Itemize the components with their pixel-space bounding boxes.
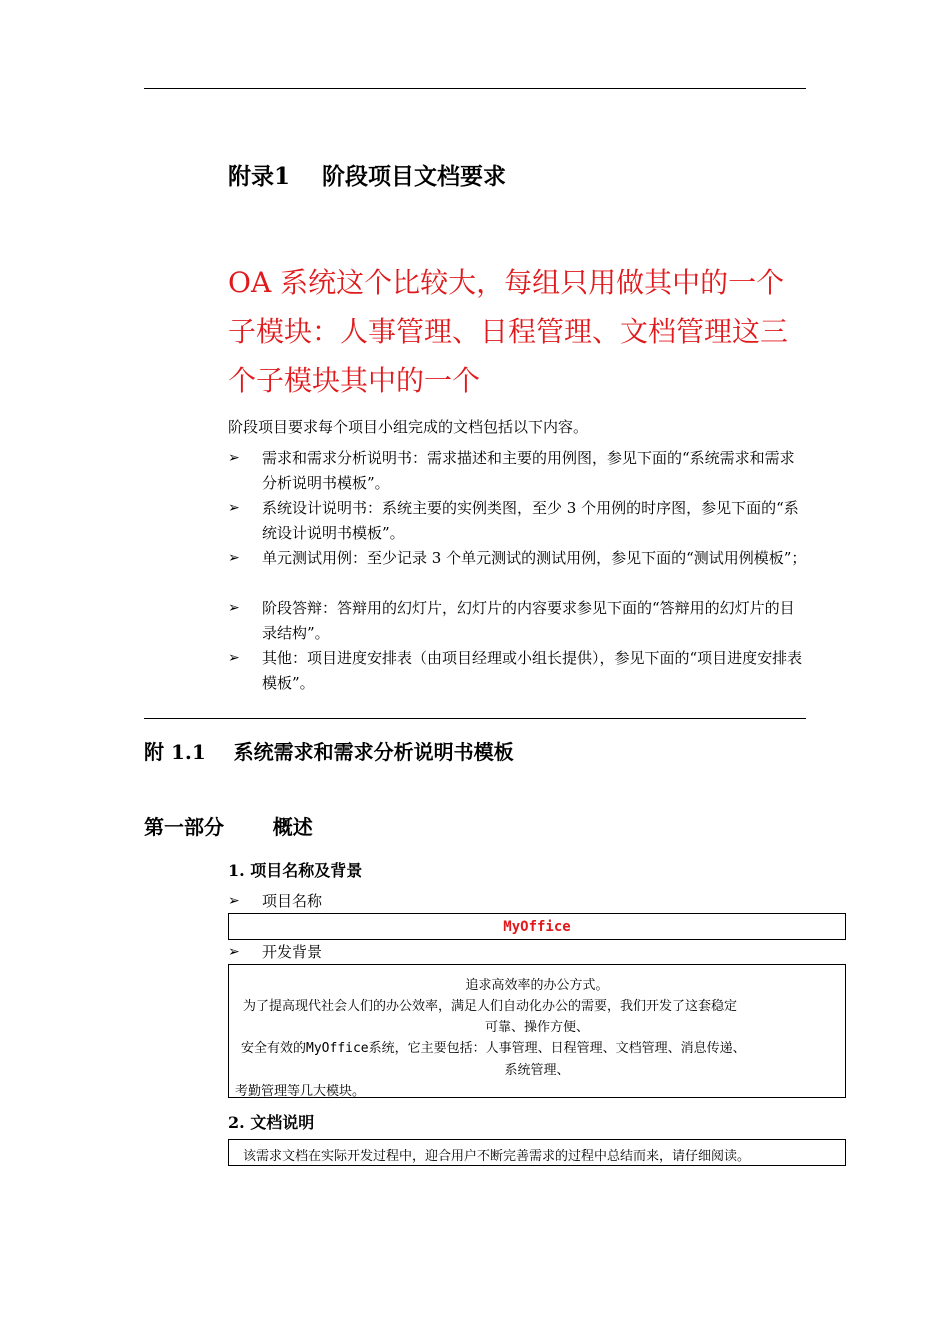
project-name-label-row: [228, 889, 808, 914]
list-item-text: 系统设计说明书：系统主要的实例类图，至少 3 个用例的时序图，参见下面的“系统设计说明书模板”。: [262, 499, 799, 542]
red-note: OA 系统这个比较大，每组只用做其中的一个子模块：人事管理、日程管理、文档管理这三个子模块其中的一个: [228, 266, 789, 397]
intro-text: 阶段项目要求每个项目小组完成的文档包括以下内容。: [228, 418, 589, 436]
arrow-bullet-icon: ➢: [228, 500, 240, 516]
background-line: 可靠、操作方便、: [484, 1020, 589, 1035]
background-text: 安全有效的: [241, 1041, 307, 1056]
list-item: [228, 646, 808, 696]
background-label-row: [228, 940, 808, 965]
project-name-box: [228, 913, 846, 940]
arrow-bullet-icon: ➢: [228, 450, 240, 466]
arrow-bullet-icon: ➢: [228, 650, 240, 666]
section-divider: [144, 718, 806, 719]
appendix-title: 附录1 阶段项目文档要求: [228, 163, 507, 190]
background-line: 追求高效率的办公方式。: [465, 978, 609, 993]
list-item-text: 需求和需求分析说明书：需求描述和主要的用例图，参见下面的“系统需求和需求分析说明书模板”。: [262, 449, 795, 492]
subsection-title: 1. 项目名称及背景: [228, 861, 363, 880]
list-item-text: 阶段答辩：答辩用的幻灯片，幻灯片的内容要求参见下面的“答辩用的幻灯片的目录结构”。: [262, 599, 795, 642]
arrow-bullet-icon: ➢: [228, 600, 240, 616]
list-item: [228, 596, 808, 646]
arrow-bullet-icon: ➢: [228, 893, 240, 909]
list-item: [228, 446, 808, 496]
arrow-bullet-icon: ➢: [228, 550, 240, 566]
list-item: [228, 496, 808, 546]
background-line-mixed: [241, 1037, 746, 1056]
background-line: 系统管理、: [504, 1063, 570, 1078]
background-box: [228, 964, 846, 1098]
list-item-text: 其他：项目进度安排表（由项目经理或小组长提供），参见下面的“项目进度安排表模板”。: [262, 649, 803, 692]
section-title: 附 1.1 系统需求和需求分析说明书模板: [144, 740, 514, 764]
arrow-bullet-icon: ➢: [228, 944, 240, 960]
list-item: [228, 546, 808, 571]
doc-note-box: [228, 1139, 846, 1166]
doc-note: 该需求文档在实际开发过程中，迎合用户不断完善需求的过程中总结而来，请仔细阅读。: [243, 1149, 751, 1164]
subsection-title: 2. 文档说明: [228, 1113, 315, 1132]
project-name-label: 项目名称: [262, 892, 323, 910]
background-line: 考勤管理等几大模块。: [235, 1084, 366, 1099]
project-name-value: MyOffice: [503, 919, 571, 935]
background-line: 为了提高现代社会人们的办公效率，满足人们自动化办公的需要，我们开发了这套稳定: [243, 999, 738, 1014]
product-name: MyOffice: [306, 1041, 369, 1056]
background-text: 系统，它主要包括：人事管理、日程管理、文档管理、消息传递、: [368, 1041, 746, 1056]
background-label: 开发背景: [262, 943, 323, 961]
top-divider: [144, 88, 806, 89]
list-item-text: 单元测试用例：至少记录 3 个单元测试的测试用例，参见下面的“测试用例模板”；: [262, 549, 807, 567]
part-title: 第一部分 概述: [144, 815, 313, 839]
